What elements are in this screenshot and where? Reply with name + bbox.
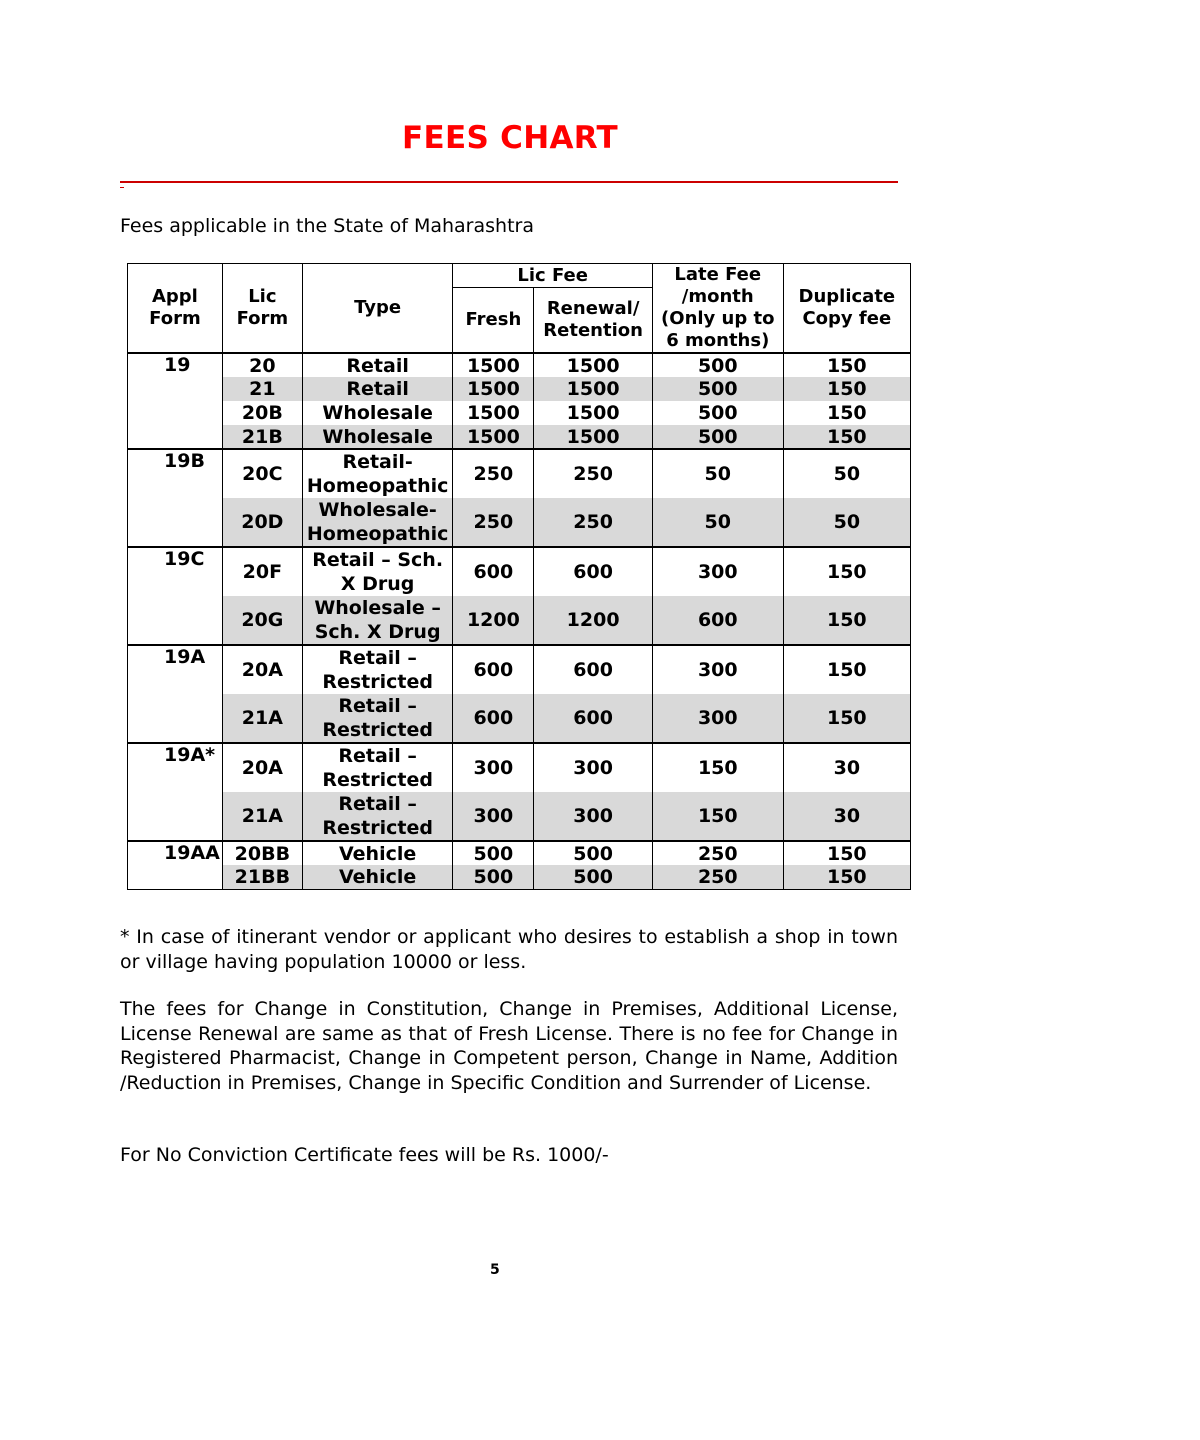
cell-type: Wholesale – Sch. X Drug [302, 596, 453, 645]
cell-fresh: 1200 [453, 596, 534, 645]
cell-type: Retail – Restricted [302, 743, 453, 792]
cell-late-fee: 500 [652, 353, 783, 377]
cell-renewal: 250 [534, 449, 653, 498]
cell-renewal: 600 [534, 547, 653, 596]
cell-duplicate-fee: 30 [783, 792, 910, 841]
cell-duplicate-fee: 50 [783, 498, 910, 547]
header-lic-fee: Lic Fee [453, 264, 652, 288]
cell-type: Wholesale [302, 425, 453, 449]
table-row [128, 449, 911, 498]
cell-renewal: 1200 [534, 596, 653, 645]
page-number: 5 [490, 1262, 500, 1278]
cell-renewal: 500 [534, 841, 653, 865]
table-row [128, 547, 911, 596]
cell-late-fee: 150 [652, 743, 783, 792]
cell-fresh: 300 [453, 792, 534, 841]
table-row [128, 498, 911, 547]
cell-type: Retail – Sch. X Drug [302, 547, 453, 596]
table-header [128, 264, 911, 354]
table-row [128, 743, 911, 792]
subtitle: Fees applicable in the State of Maharashtra [120, 215, 534, 237]
cell-appl-form: 19C [128, 547, 223, 645]
table-row [128, 596, 911, 645]
cell-renewal: 300 [534, 792, 653, 841]
header-appl-form: Appl Form [128, 264, 223, 354]
cell-type: Wholesale [302, 401, 453, 425]
cell-type: Retail – Restricted [302, 694, 453, 743]
cell-type: Retail – Restricted [302, 645, 453, 694]
cell-lic-form: 21BB [222, 865, 302, 889]
cell-fresh: 600 [453, 547, 534, 596]
header-fresh: Fresh [453, 288, 534, 353]
cell-renewal: 300 [534, 743, 653, 792]
table-body [128, 353, 911, 889]
note-fees-policy: The fees for Change in Constitution, Change in Premises, Additional License, License Renewal are same as that of Fresh License. There is no fee for Change in Registered Pharmacist, Change in Competent person, Change in Name, Addition /Reduction in Premises, Change in Specific Condition and Surrender of License. [120, 998, 898, 1094]
cell-late-fee: 500 [652, 401, 783, 425]
header-lic-form: Lic Form [222, 264, 302, 354]
cell-fresh: 300 [453, 743, 534, 792]
table-row [128, 425, 911, 449]
cell-lic-form: 21A [222, 694, 302, 743]
cell-appl-form: 19AA [128, 841, 223, 889]
cell-lic-form: 20C [222, 449, 302, 498]
cell-duplicate-fee: 150 [783, 841, 910, 865]
cell-lic-form: 20D [222, 498, 302, 547]
cell-renewal: 1500 [534, 401, 653, 425]
cell-lic-form: 20A [222, 743, 302, 792]
cell-type: Vehicle [302, 865, 453, 889]
table-row [128, 377, 911, 401]
cell-renewal: 500 [534, 865, 653, 889]
cell-fresh: 1500 [453, 353, 534, 377]
cell-late-fee: 500 [652, 377, 783, 401]
header-renewal: Renewal/ Retention [534, 288, 653, 353]
table-row [128, 353, 911, 377]
table-row [128, 792, 911, 841]
header-late-fee: Late Fee /month (Only up to 6 months) [652, 264, 783, 354]
cell-fresh: 1500 [453, 425, 534, 449]
cell-duplicate-fee: 150 [783, 353, 910, 377]
cell-late-fee: 50 [652, 498, 783, 547]
table-row [128, 841, 911, 865]
note-itinerant: * In case of itinerant vendor or applicant who desires to establish a shop in town or village having population 10000 or less. [120, 926, 898, 973]
header-duplicate-fee: Duplicate Copy fee [783, 264, 910, 354]
cell-duplicate-fee: 150 [783, 401, 910, 425]
cell-renewal: 600 [534, 694, 653, 743]
cell-duplicate-fee: 150 [783, 694, 910, 743]
cell-fresh: 600 [453, 645, 534, 694]
cell-late-fee: 150 [652, 792, 783, 841]
header-type: Type [302, 264, 453, 354]
table-row [128, 865, 911, 889]
cell-fresh: 250 [453, 498, 534, 547]
cell-duplicate-fee: 30 [783, 743, 910, 792]
cell-renewal: 1500 [534, 425, 653, 449]
cell-appl-form: 19A* [128, 743, 223, 841]
page-title: FEES CHART [402, 120, 618, 156]
cell-lic-form: 20A [222, 645, 302, 694]
cell-type: Retail [302, 377, 453, 401]
cell-fresh: 1500 [453, 401, 534, 425]
cell-type: Vehicle [302, 841, 453, 865]
cell-renewal: 1500 [534, 377, 653, 401]
cell-late-fee: 600 [652, 596, 783, 645]
cell-fresh: 1500 [453, 377, 534, 401]
cell-appl-form: 19B [128, 449, 223, 547]
cell-duplicate-fee: 150 [783, 425, 910, 449]
cell-lic-form: 21 [222, 377, 302, 401]
cell-late-fee: 50 [652, 449, 783, 498]
cell-lic-form: 20B [222, 401, 302, 425]
cell-type: Retail [302, 353, 453, 377]
cell-fresh: 600 [453, 694, 534, 743]
fees-table [127, 263, 911, 890]
table-row [128, 645, 911, 694]
cell-late-fee: 250 [652, 865, 783, 889]
cell-duplicate-fee: 150 [783, 377, 910, 401]
cell-type: Retail – Restricted [302, 792, 453, 841]
title-divider [120, 181, 898, 183]
cell-type: Wholesale- Homeopathic [302, 498, 453, 547]
cell-duplicate-fee: 150 [783, 645, 910, 694]
cell-late-fee: 500 [652, 425, 783, 449]
cell-late-fee: 300 [652, 645, 783, 694]
cell-lic-form: 20 [222, 353, 302, 377]
divider-mark [120, 187, 124, 188]
table-row [128, 401, 911, 425]
cell-duplicate-fee: 150 [783, 596, 910, 645]
cell-lic-form: 20BB [222, 841, 302, 865]
cell-renewal: 1500 [534, 353, 653, 377]
table-row [128, 694, 911, 743]
note-conviction-certificate: For No Conviction Certificate fees will be Rs. 1000/- [120, 1144, 609, 1166]
cell-late-fee: 300 [652, 694, 783, 743]
cell-appl-form: 19A [128, 645, 223, 743]
cell-late-fee: 250 [652, 841, 783, 865]
cell-duplicate-fee: 150 [783, 865, 910, 889]
cell-renewal: 250 [534, 498, 653, 547]
cell-late-fee: 300 [652, 547, 783, 596]
cell-fresh: 500 [453, 865, 534, 889]
cell-fresh: 250 [453, 449, 534, 498]
cell-duplicate-fee: 150 [783, 547, 910, 596]
cell-lic-form: 21B [222, 425, 302, 449]
cell-fresh: 500 [453, 841, 534, 865]
cell-lic-form: 20G [222, 596, 302, 645]
cell-lic-form: 21A [222, 792, 302, 841]
cell-lic-form: 20F [222, 547, 302, 596]
cell-appl-form: 19 [128, 353, 223, 449]
cell-duplicate-fee: 50 [783, 449, 910, 498]
cell-type: Retail- Homeopathic [302, 449, 453, 498]
cell-renewal: 600 [534, 645, 653, 694]
